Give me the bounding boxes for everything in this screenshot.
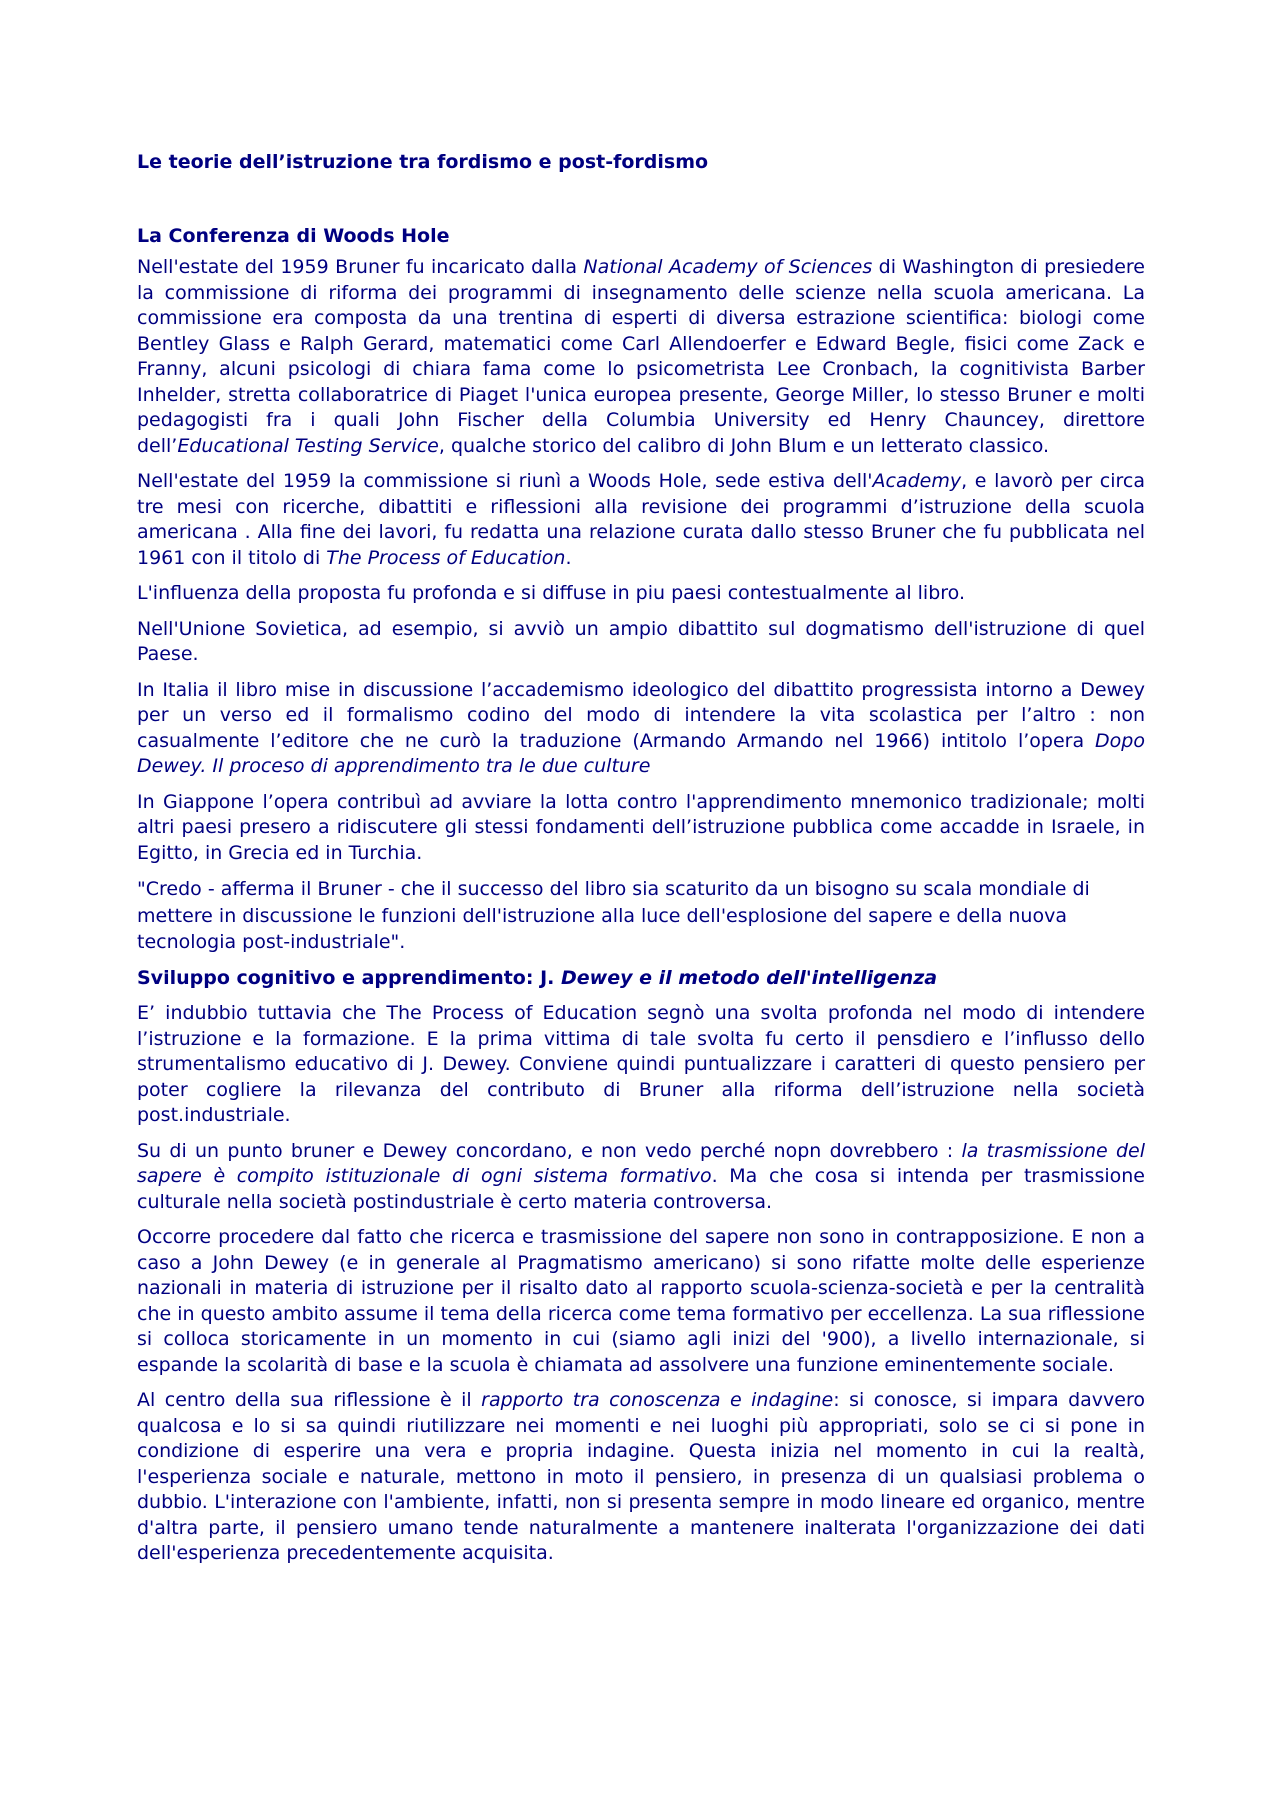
paragraph-5-italic-book-title: Dopo Dewey. Il proceso di apprendimento tra le due culture bbox=[137, 729, 1145, 777]
paragraph-4: Nell'Unione Sovietica, ad esempio, si avviò un ampio dibattito sul dogmatismo dell'istruzione di quel Paese. bbox=[137, 617, 1145, 665]
paragraph-9 bbox=[137, 1139, 1145, 1216]
paragraph-11-text-b: : si conosce, si impara davvero qualcosa e lo si sa quindi riutilizzare nei momenti e nei luoghi più appropriati, solo se ci si pone in condizione di esperire una vera e propria indagine. Questa inizia nel momento in cui la realtà, l'esperienza sociale e naturale, mettono in moto il pensiero, in presenza di un qualsiasi problema o dubbio. L'interazione con l'ambiente, infatti, non si presenta sempre in modo lineare ed organico, mentre d'altra parte, il pensiero umano tende naturalmente a mantenere inalterata l'organizzazione dei dati dell'esperienza precedentemente acquisita. bbox=[137, 1389, 1145, 1564]
paragraph-1-text-b: di Washington di presiedere la commissione di riforma dei programmi di insegnamento delle scienze nella scuola americana. La commissione era composta da una trentina di esperti di diversa estrazione scientifica: biologi come Bentley Glass e Ralph Gerard, matematici come Carl Allendoerfer e Edward Begle, fisici come Zack e Franny, alcuni psicologi di chiara fama come lo psicometrista Lee Cronbach, la cognitivista Barber Inhelder, stretta collaboratrice di Piaget l'unica europea presente, George Miller, lo stesso Bruner e molti pedagogisti fra i quali John Fischer della Columbia University ed Henry Chauncey, direttore dell’ bbox=[137, 256, 1145, 457]
section-heading-woods-hole: La Conferenza di Woods Hole bbox=[137, 224, 450, 247]
section-heading-italic: Dewey e il metodo dell'intelligenza bbox=[560, 966, 938, 989]
paragraph-1-text-c: , qualche storico del calibro di John Blum e un letterato classico. bbox=[438, 434, 1050, 457]
section-heading-text: Sviluppo cognitivo e apprendimento: J. bbox=[137, 966, 561, 989]
paragraph-11-italic-phrase: rapporto tra conoscenza e indagine bbox=[481, 1389, 834, 1411]
paragraph-6: In Giappone l’opera contribuì ad avviare la lotta contro l'apprendimento mnemonico tradizionale; molti altri paesi presero a ridiscutere gli stessi fondamenti dell’istruzione pubblica come accadde in Israele, in Egitto, in Grecia ed in Turchia. bbox=[137, 790, 1145, 864]
paragraph-3: L'influenza della proposta fu profonda e si diffuse in piu paesi contestualmente al libro. bbox=[137, 582, 965, 604]
paragraph-9-text-b: . Ma che cosa si intenda per trasmissione culturale nella società postindustriale è certo materia controversa. bbox=[137, 1165, 1145, 1213]
paragraph-2-italic-academy: Academy bbox=[872, 470, 962, 492]
paragraph-11 bbox=[137, 1388, 1145, 1567]
paragraph-9-text-a: Su di un punto bruner e Dewey concordano, e non vedo perché nopn dovrebbero : bbox=[137, 1139, 962, 1162]
paragraph-7-quote: "Credo - afferma il Bruner - che il successo del libro sia scaturito da un bisogno su scala mondiale di mettere in discussione le funzioni dell'istruzione alla luce dell'esplosione del sapere e della nuova tecnologia post-industriale". bbox=[137, 878, 1090, 953]
paragraph-5-text-a: In Italia il libro mise in discussione l’accademismo ideologico del dibattito progressista intorno a Dewey per un verso ed il formalismo codino del modo di intendere la vita scolastica per l’altro : non casualmente l’editore che ne curò la traduzione (Armando Armando nel 1966) intitolo l’opera bbox=[137, 678, 1145, 752]
paragraph-2-italic-book-title: The Process of Education bbox=[326, 546, 566, 569]
paragraph-5 bbox=[137, 678, 1145, 780]
paragraph-11-text-a: Al centro della sua riflessione è il bbox=[137, 1389, 482, 1411]
paragraph-1-italic-ets: Educational Testing Service bbox=[177, 434, 439, 457]
document-body bbox=[137, 150, 1145, 1577]
paragraph-1 bbox=[137, 255, 1145, 459]
paragraph-2-text-b: , e lavorò per circa tre mesi con ricerche, dibattiti e riflessioni alla revisione dei programmi d’istruzione della scuola americana . Alla fine dei lavori, fu redatta una relazione curata dallo stesso Bruner che fu pubblicata nel 1961 con il titolo di bbox=[137, 470, 1146, 569]
paragraph-2-text-c: . bbox=[565, 546, 572, 569]
paragraph-8: E’ indubbio tuttavia che The Process of Education segnò una svolta profonda nel modo di intendere l’istruzione e la formazione. E la prima vittima di tale svolta fu certo il pensdiero e l’influsso dello strumentalismo educativo di J. Dewey. Conviene quindi puntualizzare i caratteri di questo pensiero per poter cogliere la rilevanza del contributo di Bruner alla riforma dell’istruzione nella società post.industriale. bbox=[137, 1002, 1145, 1126]
paragraph-1-italic-academy: National Academy of Sciences bbox=[583, 256, 873, 278]
section-heading-sviluppo-cognitivo bbox=[137, 966, 1145, 992]
paragraph-10: Occorre procedere dal fatto che ricerca e trasmissione del sapere non sono in contrapposizione. E non a caso a John Dewey (e in generale al Pragmatismo americano) si sono rifatte molte delle esperienze nazionali in materia di istruzione per il risalto dato al rapporto scuola-scienza-società e per la centralità che in questo ambito assume il tema della ricerca come tema formativo per eccellenza. La sua riflessione si colloca storicamente in un momento in cui (siamo agli inizi del '900), a livello internazionale, si espande la scolarità di base e la scuola è chiamata ad assolvere una funzione eminentemente sociale. bbox=[137, 1226, 1145, 1376]
paragraph-9-italic-quote: la trasmissione del sapere è compito istituzionale di ogni sistema formativo bbox=[137, 1139, 1145, 1187]
document-title: Le teorie dell’istruzione tra fordismo e post-fordismo bbox=[137, 151, 709, 173]
paragraph-1-text-a: Nell'estate del 1959 Bruner fu incaricato dalla bbox=[137, 256, 584, 278]
paragraph-2-text-a: Nell'estate del 1959 la commissione si riunì a Woods Hole, sede estiva dell' bbox=[137, 470, 873, 492]
paragraph-2 bbox=[137, 469, 1145, 571]
